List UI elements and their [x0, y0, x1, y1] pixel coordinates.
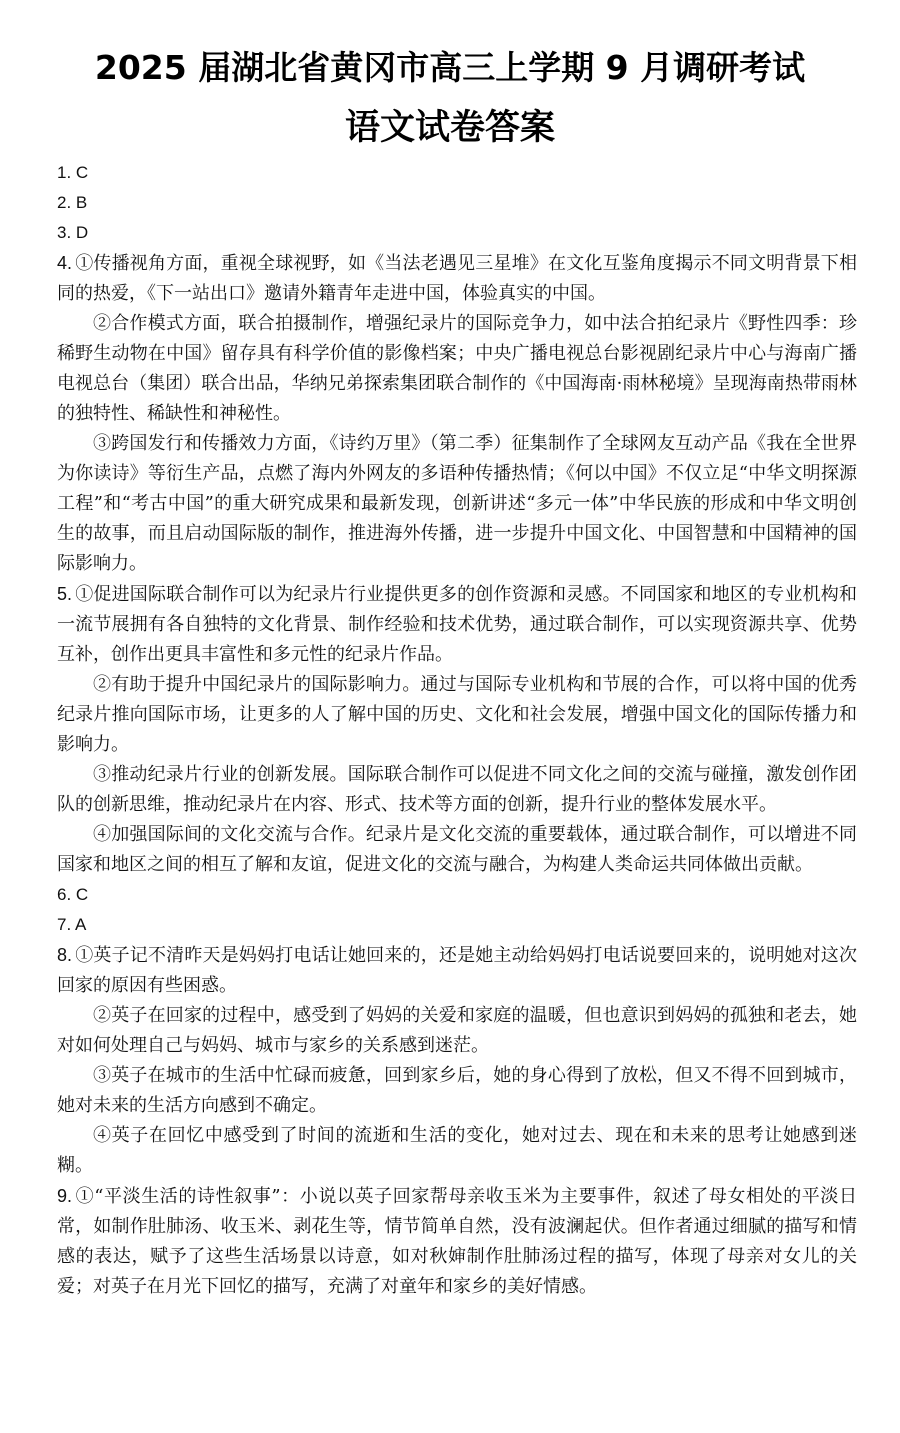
question-number-4: 4.: [57, 253, 73, 273]
answer-q5-point-1: 5. ①促进国际联合制作可以为纪录片行业提供更多的创作资源和灵感。不同国家和地区的专业机构和一流节展拥有各自独特的文化背景、制作经验和技术优势，通过联合制作，可以实现资源共享、优势互补，创作出更具丰富性和多元性的纪录片作品。: [57, 584, 857, 665]
answer-content: [57, 158, 857, 1302]
answer-q1: 1. C: [57, 163, 89, 182]
answer-q9-point-1: 9. ①“平淡生活的诗性叙事”：小说以英子回家帮母亲收玉米为主要事件，叙述了母女相处的平淡日常，如制作肚肺汤、收玉米、剥花生等，情节简单自然，没有波澜起伏。但作者通过细腻的描写和情感的表达，赋予了这些生活场景以诗意，如对秋婶制作肚肺汤过程的描写，体现了母亲对女儿的关爱；对英子在月光下回忆的描写，充满了对童年和家乡的美好情感。: [57, 1186, 857, 1297]
exam-subtitle: 语文试卷答案: [344, 108, 555, 148]
answer-q6: 6. C: [57, 885, 89, 904]
answer-q8-point-4: ④英子在回忆中感受到了时间的流逝和生活的变化，她对过去、现在和未来的思考让她感到迷糊。: [57, 1125, 857, 1176]
answer-q5-point-2: ②有助于提升中国纪录片的国际影响力。通过与国际专业机构和节展的合作，可以将中国的优秀纪录片推向国际市场，让更多的人了解中国的历史、文化和社会发展，增强中国文化的国际传播力和影响力。: [57, 674, 857, 755]
answer-q8-point-1: 8. ①英子记不清昨天是妈妈打电话让她回来的，还是她主动给妈妈打电话说要回来的，说明她对这次回家的原因有些困惑。: [57, 945, 857, 996]
answer-q2: 2. B: [57, 193, 88, 212]
answer-q8-point-2: ②英子在回家的过程中，感受到了妈妈的关爱和家庭的温暖，但也意识到妈妈的孤独和老去，她对如何处理自己与妈妈、城市与家乡的关系感到迷茫。: [57, 1005, 857, 1056]
answer-q7: 7. A: [57, 915, 87, 934]
question-number-5: 5.: [57, 584, 73, 604]
exam-title: 2025 届湖北省黄冈市高三上学期 9 月调研考试: [94, 48, 806, 87]
answer-q4-point-2: ②合作模式方面，联合拍摄制作，增强纪录片的国际竞争力，如中法合拍纪录片《野性四季：珍稀野生动物在中国》留存具有科学价值的影像档案；中央广播电视总台影视剧纪录片中心与海南广播电视总台（集团）联合出品，华纳兄弟探索集团联合制作的《中国海南·雨林秘境》呈现海南热带雨林的独特性、稀缺性和神秘性。: [57, 313, 857, 424]
answer-q4-point-3: ③跨国发行和传播效力方面，《诗约万里》（第二季）征集制作了全球网友互动产品《我在全世界为你读诗》等衍生产品，点燃了海内外网友的多语种传播热情；《何以中国》不仅立足“中华文明探源工程”和“考古中国”的重大研究成果和最新发现，创新讲述“多元一体”中华民族的形成和中华文明创生的故事，而且启动国际版的制作，推进海外传播，进一步提升中国文化、中国智慧和中国精神的国际影响力。: [57, 433, 857, 574]
answer-q4-point-1: 4. ①传播视角方面，重视全球视野，如《当法老遇见三星堆》在文化互鉴角度揭示不同文明背景下相同的热爱，《下一站出口》邀请外籍青年走进中国，体验真实的中国。: [57, 253, 857, 304]
question-number-9: 9.: [57, 1186, 73, 1206]
answer-q8-point-3: ③英子在城市的生活中忙碌而疲惫，回到家乡后，她的身心得到了放松，但又不得不回到城市，她对未来的生活方向感到不确定。: [57, 1065, 857, 1116]
question-number-8: 8.: [57, 945, 73, 965]
answer-q5-point-3: ③推动纪录片行业的创新发展。国际联合制作可以促进不同文化之间的交流与碰撞，激发创作团队的创新思维，推动纪录片在内容、形式、技术等方面的创新，提升行业的整体发展水平。: [57, 764, 857, 815]
answer-q5-point-4: ④加强国际间的文化交流与合作。纪录片是文化交流的重要载体，通过联合制作，可以增进不同国家和地区之间的相互了解和友谊，促进文化的交流与融合，为构建人类命运共同体做出贡献。: [57, 824, 857, 875]
answer-q3: 3. D: [57, 223, 89, 242]
